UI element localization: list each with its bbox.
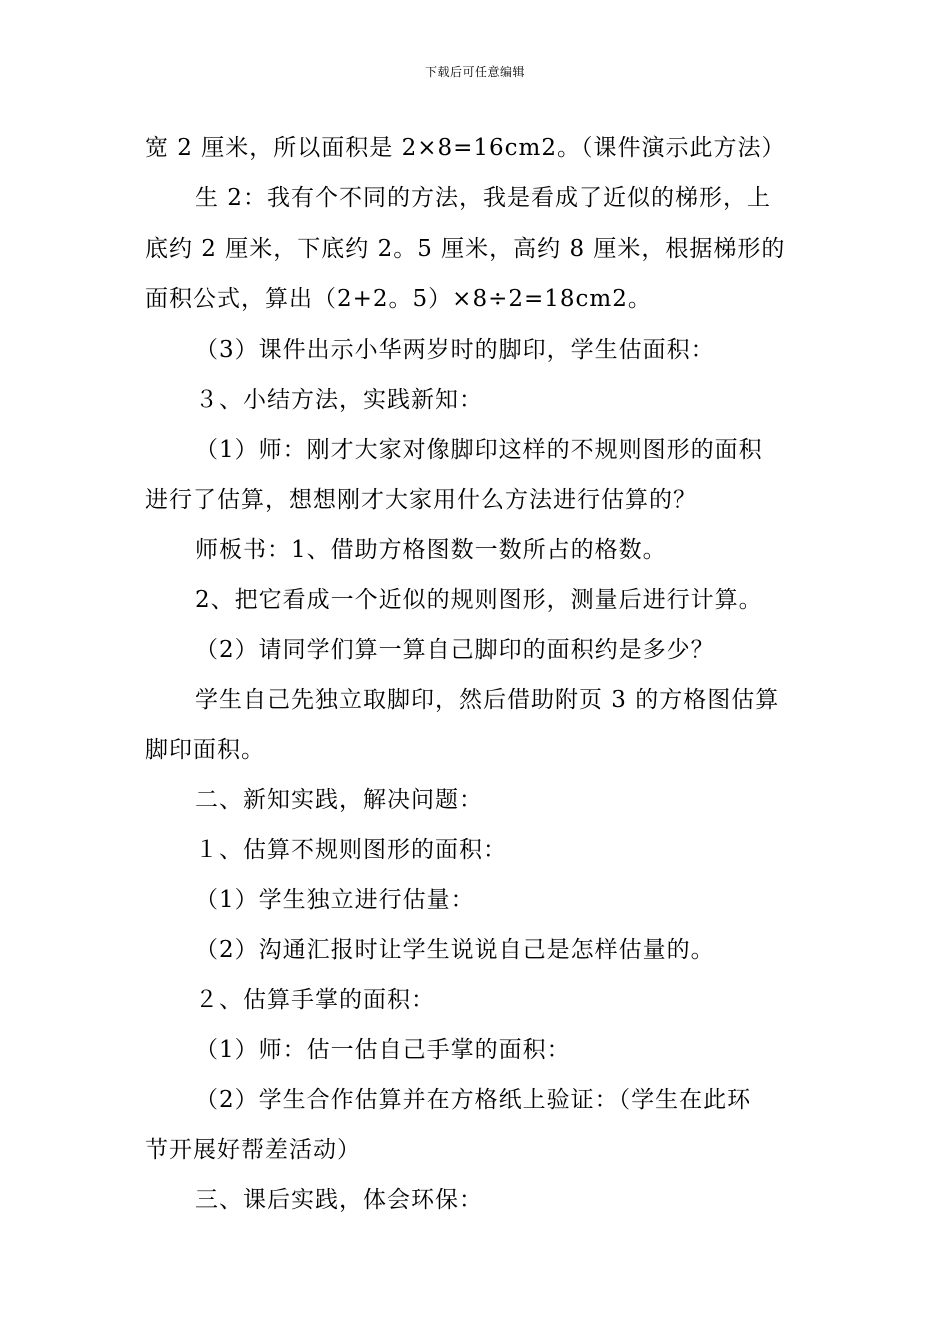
paragraph-line: （1）学生独立进行估量： (195, 887, 475, 913)
paragraph-line: 生 2：我有个不同的方法，我是看成了近似的梯形，上 (195, 185, 771, 211)
section-heading: 三、课后实践，体会环保： (195, 1187, 483, 1213)
paragraph-line: 脚印面积。 (145, 737, 265, 763)
paragraph-line: （2）学生合作估算并在方格纸上验证：（学生在此环 (195, 1087, 752, 1113)
paragraph-line: 节开展好帮差活动） (145, 1137, 361, 1163)
paragraph-line: 师板书：1、借助方格图数一数所占的格数。 (195, 537, 667, 563)
page-header: 下载后可任意编辑 (424, 65, 525, 79)
paragraph-line: 进行了估算，想想刚才大家用什么方法进行估算的？ (145, 487, 697, 513)
paragraph-line: 宽 2 厘米，所以面积是 2×8=16cm2。（课件演示此方法） (145, 135, 786, 161)
paragraph-line: （2）沟通汇报时让学生说说自己是怎样估量的。 (195, 937, 715, 963)
subsection-heading: １、估算不规则图形的面积： (195, 837, 507, 863)
paragraph-line: （2）请同学们算一算自己脚印的面积约是多少？ (195, 637, 715, 663)
paragraph-line: ３、小结方法，实践新知： (195, 387, 483, 413)
paragraph-line: 面积公式，算出（2+2。5）×8÷2=18cm2。 (145, 286, 652, 312)
paragraph-line: （3）课件出示小华两岁时的脚印，学生估面积： (195, 337, 715, 363)
paragraph-line: （1）师：估一估自己手掌的面积： (195, 1037, 571, 1063)
paragraph-line: 学生自己先独立取脚印，然后借助附页 3 的方格图估算 (195, 687, 780, 713)
subsection-heading: ２、估算手掌的面积： (195, 987, 435, 1013)
paragraph-line: （1）师：刚才大家对像脚印这样的不规则图形的面积 (195, 437, 763, 463)
paragraph-line: 底约 2 厘米，下底约 2。5 厘米，高约 8 厘米，根据梯形的 (145, 236, 786, 262)
section-heading: 二、新知实践，解决问题： (195, 787, 483, 813)
paragraph-line: 2、把它看成一个近似的规则图形，测量后进行计算。 (195, 587, 763, 613)
